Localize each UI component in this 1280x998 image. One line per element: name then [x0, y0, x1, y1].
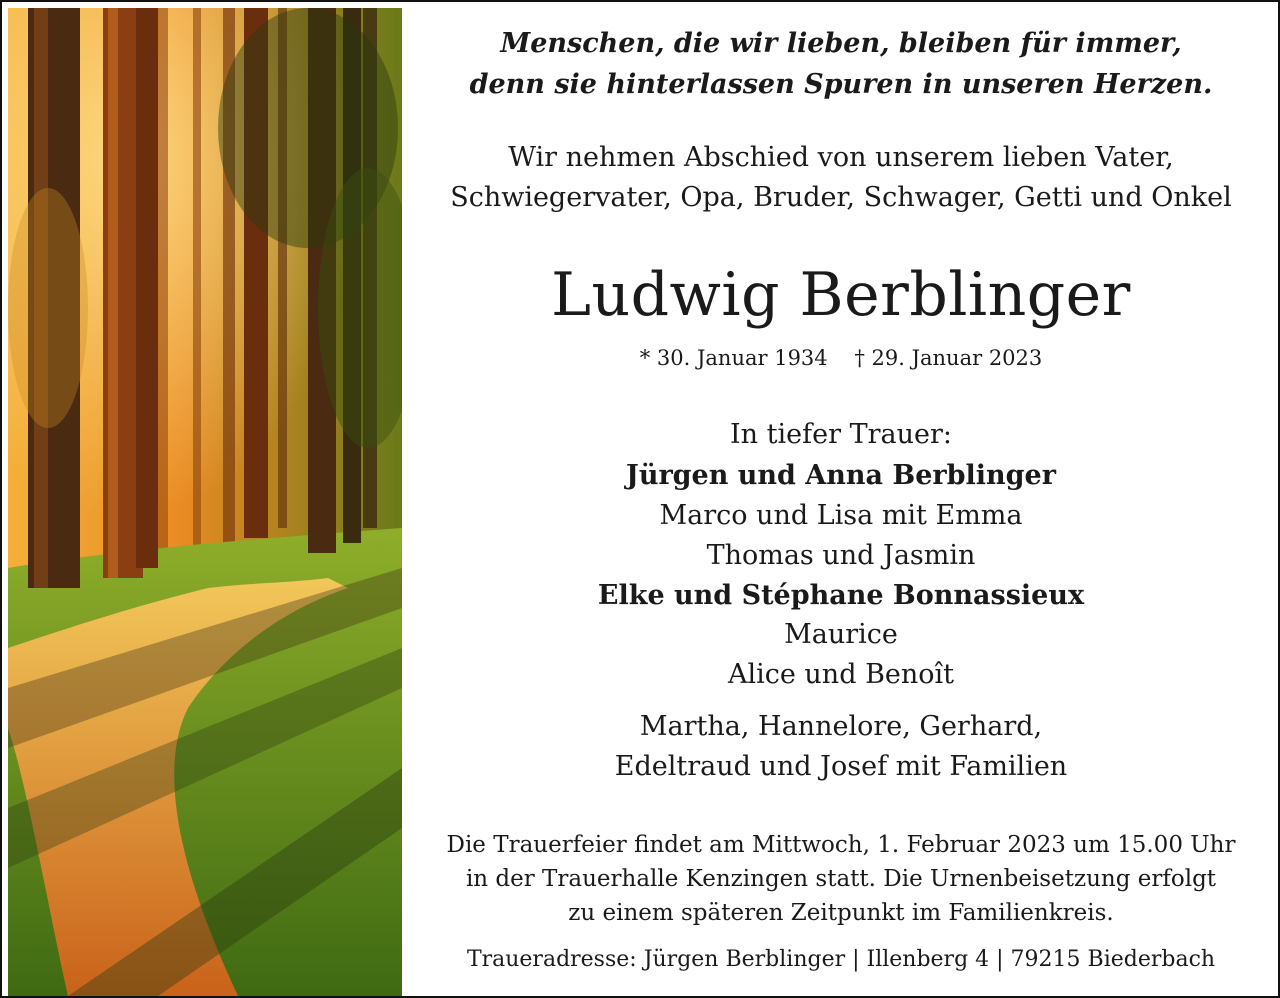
- family-line-6: Alice und Benoît: [727, 659, 955, 690]
- event-line-2: in der Trauerhalle Kenzingen statt. Die Urnenbeisetzung erfolgt: [465, 866, 1217, 892]
- intro-line-2: Schwiegervater, Opa, Bruder, Schwager, Getti und Onkel: [450, 182, 1232, 213]
- family-line-3: Thomas und Jasmin: [706, 540, 976, 571]
- life-dates: * 30. Januar 1934 † 29. Januar 2023: [639, 346, 1043, 370]
- forest-path-photo: [8, 8, 402, 996]
- event-line-3: zu einem späteren Zeitpunkt im Familienkreis.: [568, 900, 1114, 926]
- notice-text: [404, 2, 1278, 996]
- mourning-heading: In tiefer Trauer:: [730, 419, 952, 450]
- family-line-2: Marco und Lisa mit Emma: [659, 500, 1023, 531]
- family-line-1: Jürgen und Anna Berblinger: [626, 460, 1056, 491]
- family-line-5: Maurice: [784, 619, 898, 650]
- intro-line-1: Wir nehmen Abschied von unserem lieben Vater,: [508, 142, 1174, 173]
- motto-line-1: Menschen, die wir lieben, bleiben für immer,: [500, 28, 1182, 59]
- mourning-address: Traueradresse: Jürgen Berblinger | Illenberg 4 | 79215 Biederbach: [466, 947, 1216, 972]
- deceased-name: Ludwig Berblinger: [551, 260, 1131, 330]
- event-line-1: Die Trauerfeier findet am Mittwoch, 1. Februar 2023 um 15.00 Uhr: [446, 832, 1236, 858]
- family-line-4: Elke und Stéphane Bonnassieux: [597, 580, 1085, 611]
- motto-line-2: denn sie hinterlassen Spuren in unseren Herzen.: [469, 69, 1213, 100]
- relatives-line-1: Martha, Hannelore, Gerhard,: [639, 711, 1043, 742]
- relatives-line-2: Edeltraud und Josef mit Familien: [614, 751, 1068, 782]
